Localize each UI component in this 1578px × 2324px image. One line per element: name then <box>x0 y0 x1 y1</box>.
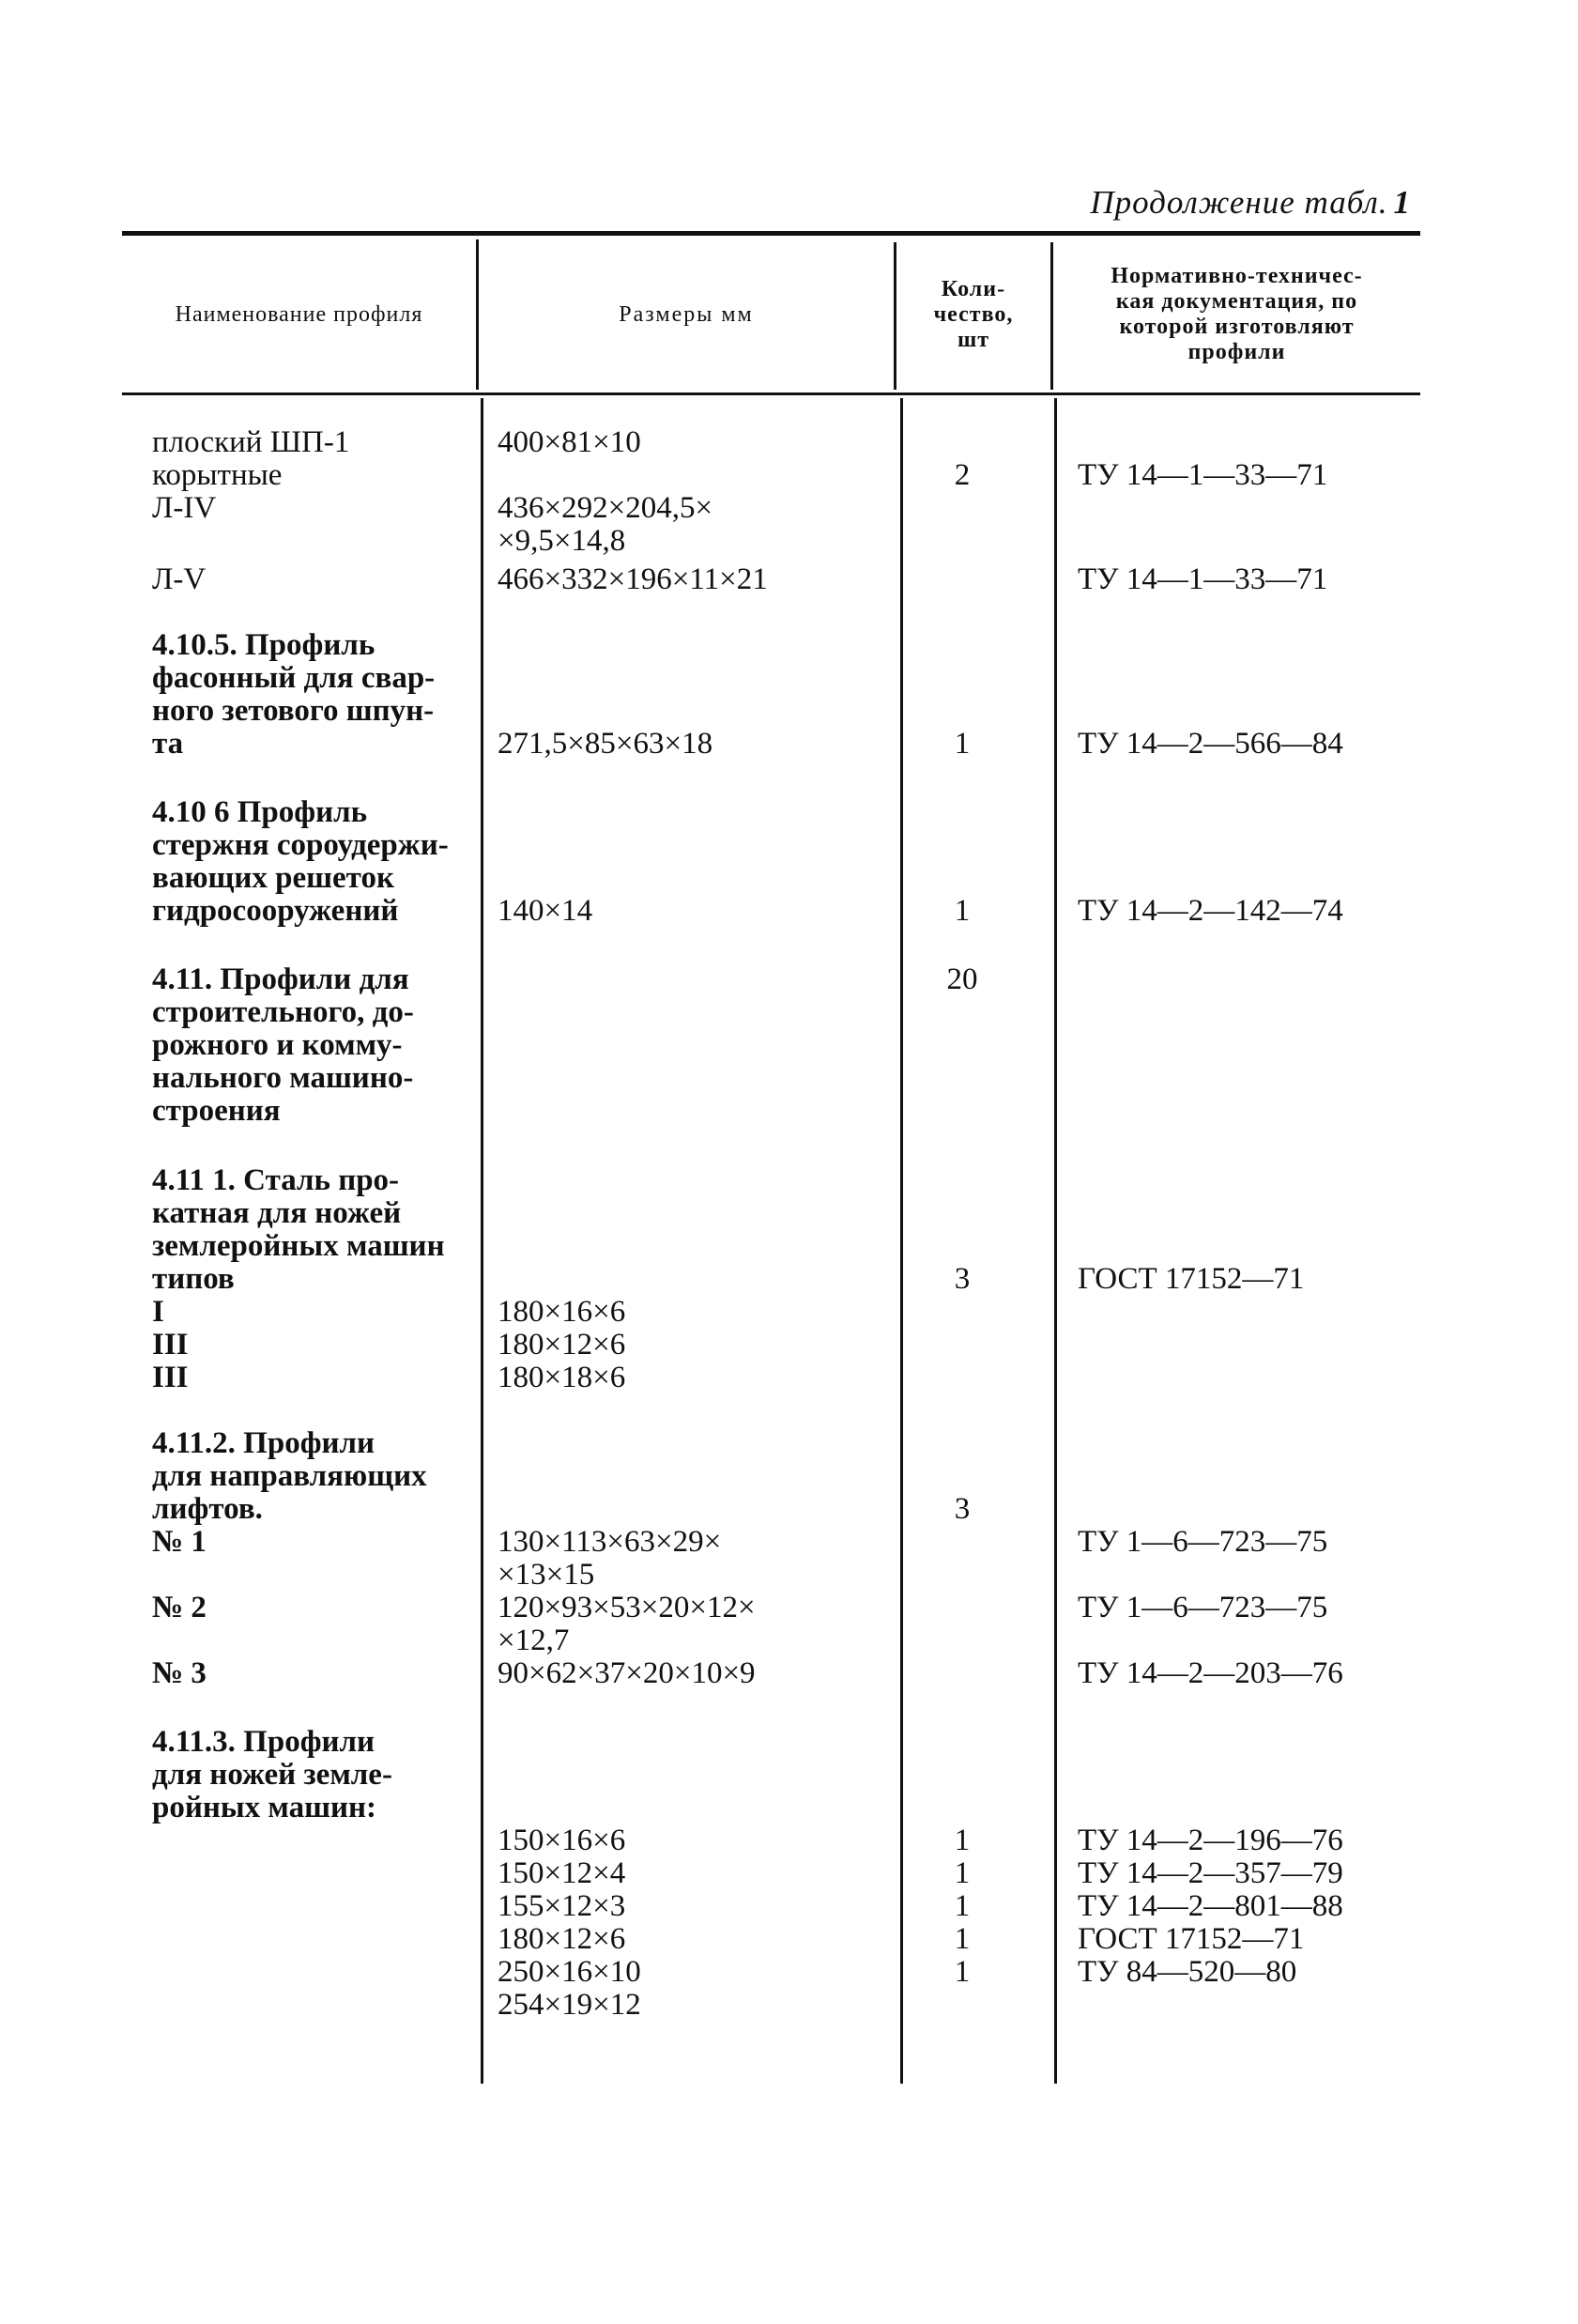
profile-name: 4.11. Профили для строительного, до- рожного и комму- нального машино- строения <box>152 962 414 1128</box>
profile-size: 140×14 <box>498 894 593 928</box>
profile-qty: 3 <box>954 1492 971 1526</box>
profile-name: 4.11 1. Сталь про- катная для ножей землеройных машин типов I III III <box>152 1163 445 1394</box>
profile-doc: ТУ 14—1—33—71 <box>1078 458 1328 492</box>
profile-size: 466×332×196×11×21 <box>498 562 768 596</box>
table-continuation-caption <box>1090 184 1411 222</box>
profile-name: 4.11.3. Профили для ножей земле- ройных машин: <box>152 1725 392 1824</box>
table-top-rule <box>122 231 1420 236</box>
profile-name: 4.11.2. Профили для направляющих лифтов. № 1 <box>152 1426 427 1559</box>
profile-name: 4.10 6 Профиль стержня сороудержи- вающих решеток гидросооружений <box>152 795 449 928</box>
profile-qty: 1 <box>954 727 971 761</box>
profile-doc: ТУ 1—6—723—75 <box>1078 1591 1328 1624</box>
profile-size: 90×62×37×20×10×9 <box>498 1656 756 1690</box>
header-doc: Нормативно-техничес- кая документация, по которой изготовляют профили <box>1111 264 1363 364</box>
table-header-rule <box>122 392 1420 395</box>
profile-qty: 20 <box>946 962 978 996</box>
profile-doc: ТУ 14—2—196—76 ТУ 14—2—357—79 ТУ 14—2—801—88 ГОСТ 17152—71 ТУ 84—520—80 <box>1078 1824 1343 1989</box>
caption-text: Продолжение табл. <box>1090 184 1388 221</box>
profile-doc: ТУ 14—1—33—71 <box>1078 562 1328 596</box>
profile-doc: ТУ 14—2—142—74 <box>1078 894 1343 928</box>
header-qty: Коли- чество, шт <box>933 276 1014 352</box>
profile-size: 271,5×85×63×18 <box>498 727 713 761</box>
profile-doc: ТУ 14—2—566—84 <box>1078 727 1343 761</box>
profile-qty: 1 <box>954 894 971 928</box>
profile-doc: ГОСТ 17152—71 <box>1078 1262 1305 1296</box>
profile-doc: ТУ 14—2—203—76 <box>1078 1656 1343 1690</box>
profile-qty: 3 <box>954 1262 971 1296</box>
profile-name: плоский ШП-1 корытные Л-IV <box>152 425 350 525</box>
profile-qty: 2 <box>954 458 971 492</box>
header-size: Размеры мм <box>619 301 754 327</box>
column-divider <box>1054 398 1057 2084</box>
profile-name: 4.10.5. Профиль фасонный для свар- ного зетового шпун- та <box>152 628 436 761</box>
header-name: Наименование профиля <box>175 301 423 327</box>
profile-size: 130×113×63×29× ×13×15 <box>498 1525 722 1592</box>
profile-qty: 1 1 1 1 1 <box>954 1824 971 1989</box>
profile-size: 180×16×6 180×12×6 180×18×6 <box>498 1295 626 1394</box>
profile-name: № 2 <box>152 1591 207 1624</box>
table-number: 1 <box>1393 184 1411 221</box>
profile-doc: ТУ 1—6—723—75 <box>1078 1525 1328 1559</box>
profile-size: 400×81×10 436×292×204,5× ×9,5×14,8 <box>498 425 713 558</box>
profile-size: 120×93×53×20×12× ×12,7 <box>498 1591 756 1657</box>
profile-size: 150×16×6 150×12×4 155×12×3 180×12×6 250×16×10 254×19×12 <box>498 1824 641 2022</box>
profile-name: Л-V <box>152 562 207 596</box>
profile-name: № 3 <box>152 1656 207 1690</box>
